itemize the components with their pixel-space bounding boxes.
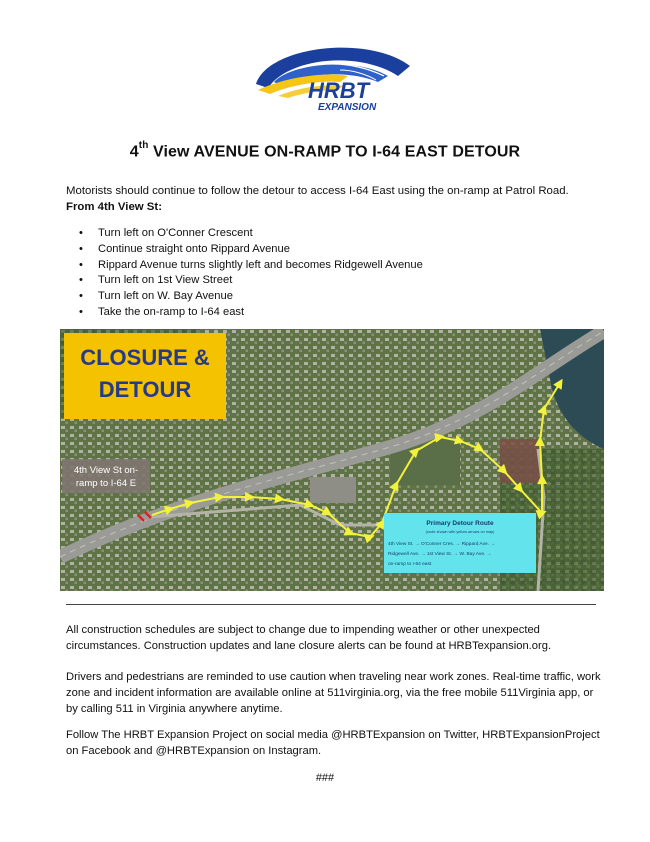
- end-mark: ###: [315, 772, 335, 784]
- legend-line3: on-ramp to I-64 east: [388, 562, 432, 567]
- legend-line2: Ridgewell Ave. → 1st View St. → W. Bay Ave. →: [388, 552, 492, 557]
- title-superscript: th: [138, 140, 149, 151]
- detour-map: [60, 329, 604, 591]
- closure-label-line2: DETOUR: [98, 377, 192, 402]
- divider: [66, 604, 596, 605]
- intro-text: [66, 183, 626, 215]
- logo-primary-text: HRBT: [308, 78, 370, 103]
- safety-paragraph: Drivers and pedestrians are reminded to use caution when traveling near work zones. Real-time traffic, work zone and incident information are available online at 511virginia.org, via the free mobile 511Virginia app, or by calling 511 in Virginia anywhere anytime.: [66, 671, 601, 715]
- onramp-label-line2: ramp to I-64 E: [75, 478, 137, 489]
- list-item: • Turn left on W. Bay Avenue: [66, 289, 423, 305]
- title-rest: View AVENUE ON-RAMP TO I-64 EAST DETOUR: [148, 143, 521, 161]
- logo-secondary-text: EXPANSION: [318, 102, 377, 113]
- from-label: From 4th View St:: [66, 201, 162, 213]
- list-item: • Rippard Avenue turns slightly left and becomes Ridgewell Avenue: [66, 258, 423, 274]
- social-paragraph: Follow The HRBT Expansion Project on social media @HRBTExpansion on Twitter, HRBTExpansionProject on Facebook and @HRBTExpansion on Instagram.: [66, 729, 600, 757]
- map-parking: [310, 477, 356, 503]
- hrbt-logo: [248, 36, 420, 116]
- detour-steps-list: [66, 226, 423, 321]
- legend-line1: 4th View St. → O'Conner Cres. → Rippard Ave. →: [388, 542, 496, 547]
- list-item: • Take the on-ramp to I-64 east: [66, 305, 423, 321]
- legend-subtitle: (route shown with yellow arrows on map): [425, 530, 495, 534]
- list-item: • Turn left on 1st View Street: [66, 273, 423, 289]
- map-buildings: [500, 439, 542, 483]
- legend-title: Primary Detour Route: [426, 520, 494, 527]
- title-prefix: 4: [129, 143, 139, 161]
- schedule-paragraph: All construction schedules are subject to change due to impending weather or other unexpected circumstances. Construction updates and lane closure alerts can be found at HRBTexpansion.org.: [66, 624, 552, 652]
- page-title: [0, 142, 650, 161]
- onramp-label-line1: 4th View St on-: [73, 465, 139, 476]
- list-item: • Turn left on O'Conner Crescent: [66, 226, 423, 242]
- list-item: • Continue straight onto Rippard Avenue: [66, 242, 423, 258]
- closure-label-line1: CLOSURE &: [80, 345, 210, 370]
- intro-sentence: Motorists should continue to follow the detour to access I-64 East using the on-ramp at Patrol Road.: [66, 185, 569, 197]
